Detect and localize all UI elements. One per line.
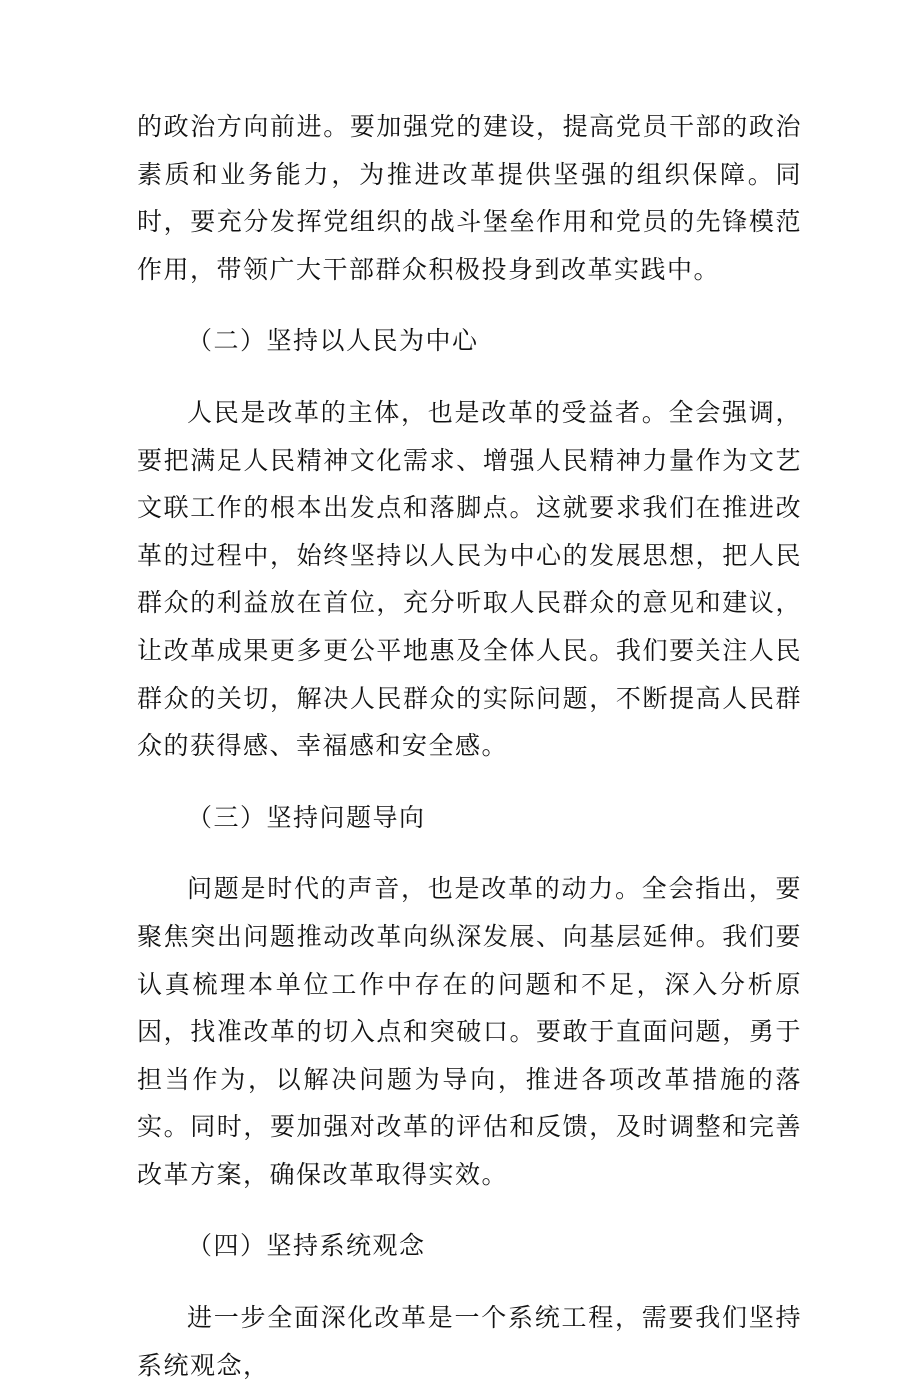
paragraph-party-leadership: 的政治方向前进。要加强党的建设，提高党员干部的政治素质和业务能力，为推进改革提供坚强的组织保障。同时，要充分发挥党组织的战斗堡垒作用和党员的先锋模范作用，带领广大干部群众积极投身到改革实践中。 [137, 112, 802, 284]
spacer [137, 1270, 802, 1294]
section-heading-problem-oriented: （三）坚持问题导向 [187, 802, 426, 832]
paragraph-systems-view: 进一步全面深化改革是一个系统工程，需要我们坚持系统观念， [137, 1303, 802, 1380]
section-heading-systems-view: （四）坚持系统观念 [187, 1231, 426, 1261]
spacer [137, 770, 802, 794]
paragraph-problem-oriented: 问题是时代的声音，也是改革的动力。全会指出，要聚焦突出问题推动改革向纵深发展、向基层延伸。我们要认真梳理本单位工作中存在的问题和不足，深入分析原因，找准改革的切入点和突破口。要敢于直面问题，勇于担当作为，以解决问题为导向，推进各项改革措施的落实。同时，要加强对改革的评估和反馈，及时调整和完善改革方案，确保改革取得实效。 [137, 874, 802, 1189]
spacer [137, 293, 802, 317]
spacer [137, 1198, 802, 1222]
spacer [137, 841, 802, 865]
spacer [137, 365, 802, 389]
paragraph-people-centered: 人民是改革的主体，也是改革的受益者。全会强调，要把满足人民精神文化需求、增强人民精神力量作为文艺文联工作的根本出发点和落脚点。这就要求我们在推进改革的过程中，始终坚持以人民为中心的发展思想，把人民群众的利益放在首位，充分听取人民群众的意见和建议，让改革成果更多更公平地惠及全体人民。我们要关注人民群众的关切，解决人民群众的实际问题，不断提高人民群众的获得感、幸福感和安全感。 [137, 397, 802, 761]
section-heading-people-centered: （二）坚持以人民为中心 [187, 326, 479, 356]
